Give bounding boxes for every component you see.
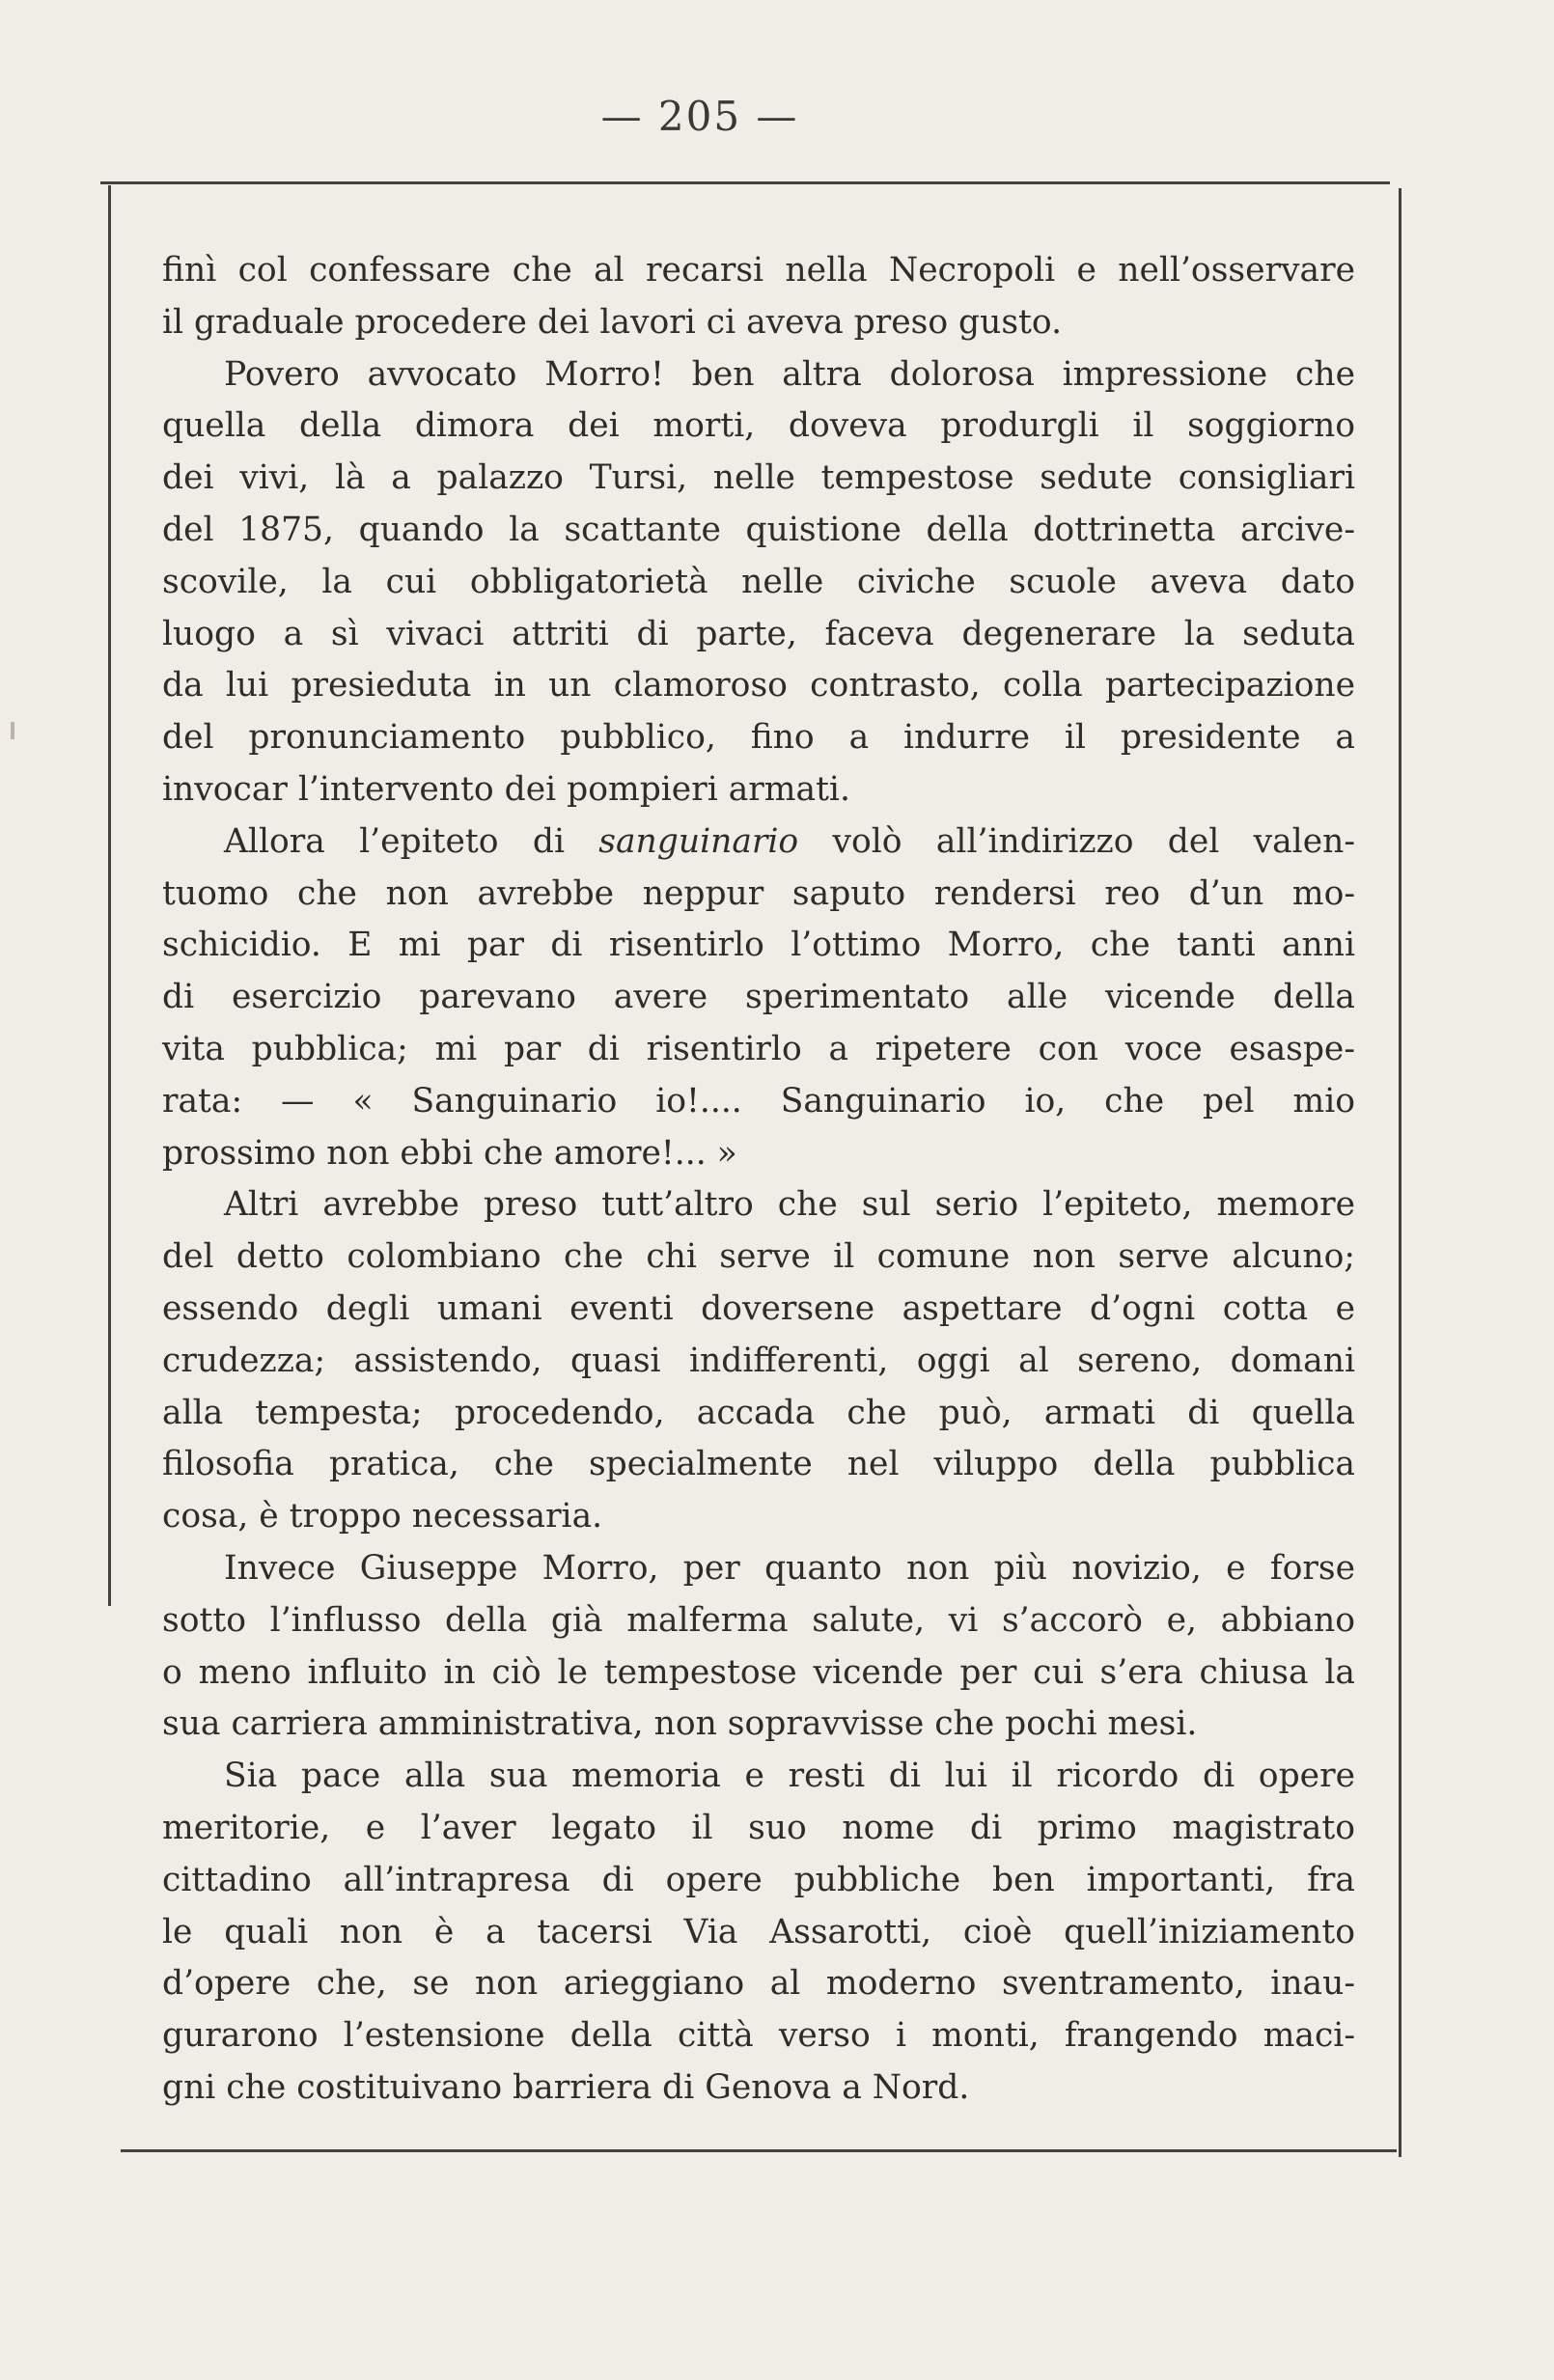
paragraph (162, 1751, 1355, 2115)
text-line (162, 816, 1355, 869)
text-line: il graduale procedere dei lavori ci aveva preso gusto. (162, 302, 1063, 342)
text-line: tuomo che non avrebbe neppur saputo rendersi reo d’un mo- (162, 873, 1355, 913)
text-line: quella della dimora dei morti, doveva produrgli il soggiorno (162, 406, 1355, 446)
right-frame-rule (1399, 188, 1401, 2157)
text-line: finì col confessare che al recarsi nella Necropoli e nell’osservare (162, 251, 1355, 290)
margin-mark (11, 722, 14, 739)
text-line: meritorie, e l’aver legato il suo nome di primo magistrato (162, 1808, 1355, 1847)
text-line: Povero avvocato Morro! ben altra dolorosa impressione che (224, 354, 1355, 394)
text-line: sua carriera amministrativa, non sopravvisse che pochi mesi. (162, 1704, 1198, 1744)
text-line: essendo degli umani eventi doversene aspettare d’ogni cotta e (162, 1288, 1355, 1328)
text-run: Allora l’epiteto di (224, 821, 599, 861)
paragraph (162, 245, 1355, 349)
text-line: dei vivi, là a palazzo Tursi, nelle tempestose sedute consigliari (162, 458, 1355, 498)
paragraph (162, 349, 1355, 816)
text-line: d’opere che, se non arieggiano al moderno sventramento, inau- (162, 1964, 1355, 2004)
text-line: filosofia pratica, che specialmente nel viluppo della pubblica (162, 1445, 1355, 1484)
text-line: del 1875, quando la scattante quistione della dottrinetta arcive- (162, 510, 1355, 549)
text-line: alla tempesta; procedendo, accada che può, armati di quella (162, 1393, 1355, 1432)
italic-term: sanguinario (598, 821, 799, 861)
text-run: volò all’indirizzo del valen- (798, 821, 1355, 861)
text-line: rata: — « Sanguinario io!.... Sanguinario io, che pel mio (162, 1081, 1355, 1121)
text-line: Altri avrebbe preso tutt’altro che sul serio l’epiteto, memore (224, 1185, 1355, 1225)
top-rule (100, 181, 1390, 184)
text-line: cosa, è troppo necessaria. (162, 1497, 603, 1536)
paragraph (162, 816, 1355, 1180)
text-line: schicidio. E mi par di risentirlo l’ottimo Morro, che tanti anni (162, 926, 1355, 965)
text-line: le quali non è a tacersi Via Assarotti, cioè quell’iniziamento (162, 1912, 1355, 1951)
text-line: del pronunciamento pubblico, fino a indurre il presidente a (162, 718, 1355, 758)
text-line: gni che costituivano barriera di Genova a Nord. (162, 2067, 970, 2107)
text-line: da lui presieduta in un clamoroso contrasto, colla partecipazione (162, 666, 1355, 706)
text-line: cittadino all’intrapresa di opere pubbliche ben importanti, fra (162, 1860, 1355, 1899)
paragraph (162, 1179, 1355, 1543)
text-line: invocar l’intervento dei pompieri armati. (162, 769, 850, 809)
text-line: prossimo non ebbi che amore!... » (162, 1133, 737, 1173)
page-number: — 205 — (600, 93, 799, 140)
text-line: sotto l’influsso della già malferma salute, vi s’accorò e, abbiano (162, 1600, 1355, 1640)
text-line: gurarono l’estensione della città verso i monti, frangendo maci- (162, 2016, 1355, 2056)
bottom-rule (121, 2149, 1397, 2152)
text-line: del detto colombiano che chi serve il comune non serve alcuno; (162, 1237, 1355, 1277)
text-line: scovile, la cui obbligatorietà nelle civiche scuole aveva dato (162, 562, 1355, 601)
text-line: crudezza; assistendo, quasi indifferenti, oggi al sereno, domani (162, 1341, 1355, 1380)
text-line: o meno influito in ciò le tempestose vicende per cui s’era chiusa la (162, 1652, 1355, 1692)
text-line: luogo a sì vivaci attriti di parte, faceva degenerare la seduta (162, 614, 1355, 653)
text-line: Invece Giuseppe Morro, per quanto non più novizio, e forse (224, 1548, 1355, 1588)
text-line: vita pubblica; mi par di risentirlo a ripetere con voce esaspe- (162, 1029, 1355, 1068)
text-line: Sia pace alla sua memoria e resti di lui il ricordo di opere (224, 1757, 1355, 1796)
body-text (162, 245, 1355, 2115)
left-frame-rule (108, 185, 111, 1606)
text-line: di esercizio parevano avere sperimentato alle vicende della (162, 978, 1355, 1017)
paragraph (162, 1543, 1355, 1751)
